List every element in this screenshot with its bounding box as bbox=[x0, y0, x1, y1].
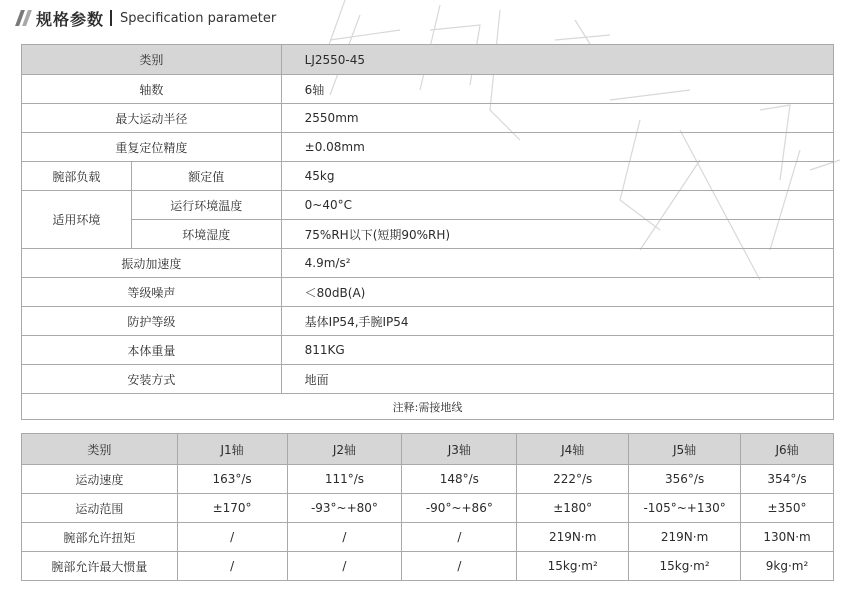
axis-cell: 219N·m bbox=[629, 523, 741, 552]
axis-cell: 163°/s bbox=[177, 465, 287, 494]
spec-value: 6轴 bbox=[281, 75, 833, 104]
section-header bbox=[18, 6, 276, 30]
axis-header-cell: J1轴 bbox=[177, 434, 287, 465]
spec-label: 安装方式 bbox=[22, 365, 282, 394]
spec-label: 振动加速度 bbox=[22, 249, 282, 278]
table-row bbox=[22, 249, 834, 278]
spec-table bbox=[21, 44, 834, 420]
spec-label: 环境湿度 bbox=[131, 220, 281, 249]
axis-row-label: 运动范围 bbox=[22, 494, 178, 523]
spec-label: 重复定位精度 bbox=[22, 133, 282, 162]
axis-cell: 15kg·m² bbox=[629, 552, 741, 581]
axis-cell: 356°/s bbox=[629, 465, 741, 494]
axis-row-label: 运动速度 bbox=[22, 465, 178, 494]
spec-value: 45kg bbox=[281, 162, 833, 191]
spec-label: 本体重量 bbox=[22, 336, 282, 365]
spec-value: ±0.08mm bbox=[281, 133, 833, 162]
table-row bbox=[22, 104, 834, 133]
table-row bbox=[22, 278, 834, 307]
axis-cell: / bbox=[287, 523, 402, 552]
table-row bbox=[22, 191, 834, 220]
axis-row-label: 腕部允许扭矩 bbox=[22, 523, 178, 552]
table-row bbox=[22, 307, 834, 336]
spec-header-label: 类别 bbox=[22, 45, 282, 75]
axis-header-row bbox=[22, 434, 834, 465]
table-row bbox=[22, 552, 834, 581]
axis-header-cell: J2轴 bbox=[287, 434, 402, 465]
axis-cell: 130N·m bbox=[741, 523, 834, 552]
axis-header-cell: J3轴 bbox=[402, 434, 517, 465]
table-row bbox=[22, 365, 834, 394]
axis-header-cell: J6轴 bbox=[741, 434, 834, 465]
axis-cell: 15kg·m² bbox=[517, 552, 629, 581]
spec-value: 2550mm bbox=[281, 104, 833, 133]
axis-cell: ±180° bbox=[517, 494, 629, 523]
spec-label: 等级噪声 bbox=[22, 278, 282, 307]
spec-label: 最大运动半径 bbox=[22, 104, 282, 133]
spec-group-label: 适用环境 bbox=[22, 191, 132, 249]
axis-cell: -105°~+130° bbox=[629, 494, 741, 523]
spec-label: 轴数 bbox=[22, 75, 282, 104]
table-row bbox=[22, 494, 834, 523]
axis-cell: -93°~+80° bbox=[287, 494, 402, 523]
table-row bbox=[22, 465, 834, 494]
spec-value: 75%RH以下(短期90%RH) bbox=[281, 220, 833, 249]
axis-cell: ±170° bbox=[177, 494, 287, 523]
spec-value: 基体IP54,手腕IP54 bbox=[281, 307, 833, 336]
axis-cell: 148°/s bbox=[402, 465, 517, 494]
axis-cell: / bbox=[177, 523, 287, 552]
section-title-en: Specification parameter bbox=[120, 10, 277, 26]
spec-note: 注释:需接地线 bbox=[22, 394, 834, 420]
spec-value: 地面 bbox=[281, 365, 833, 394]
section-title-cn: 规格参数 bbox=[36, 9, 105, 29]
axis-cell: 354°/s bbox=[741, 465, 834, 494]
axis-cell: / bbox=[287, 552, 402, 581]
axis-cell: 219N·m bbox=[517, 523, 629, 552]
axis-table bbox=[21, 433, 834, 581]
spec-value: 811KG bbox=[281, 336, 833, 365]
spec-label: 运行环境温度 bbox=[131, 191, 281, 220]
spec-value: 0~40°C bbox=[281, 191, 833, 220]
axis-row-label: 腕部允许最大惯量 bbox=[22, 552, 178, 581]
slash-icon bbox=[18, 10, 32, 26]
axis-header-cell: J4轴 bbox=[517, 434, 629, 465]
title-divider bbox=[110, 10, 112, 26]
spec-label: 额定值 bbox=[131, 162, 281, 191]
axis-cell: / bbox=[402, 552, 517, 581]
table-row bbox=[22, 75, 834, 104]
table-row bbox=[22, 162, 834, 191]
note-row bbox=[22, 394, 834, 420]
spec-header-model: LJ2550-45 bbox=[281, 45, 833, 75]
axis-header-cell: J5轴 bbox=[629, 434, 741, 465]
spec-header-row bbox=[22, 45, 834, 75]
axis-header-cell: 类别 bbox=[22, 434, 178, 465]
table-row bbox=[22, 523, 834, 552]
axis-cell: ±350° bbox=[741, 494, 834, 523]
table-row bbox=[22, 336, 834, 365]
table-row bbox=[22, 220, 834, 249]
spec-value: ＜80dB(A) bbox=[281, 278, 833, 307]
spec-label: 防护等级 bbox=[22, 307, 282, 336]
table-row bbox=[22, 133, 834, 162]
axis-cell: / bbox=[402, 523, 517, 552]
axis-cell: 9kg·m² bbox=[741, 552, 834, 581]
axis-cell: -90°~+86° bbox=[402, 494, 517, 523]
spec-group-label: 腕部负载 bbox=[22, 162, 132, 191]
axis-cell: 222°/s bbox=[517, 465, 629, 494]
axis-cell: 111°/s bbox=[287, 465, 402, 494]
spec-value: 4.9m/s² bbox=[281, 249, 833, 278]
axis-cell: / bbox=[177, 552, 287, 581]
